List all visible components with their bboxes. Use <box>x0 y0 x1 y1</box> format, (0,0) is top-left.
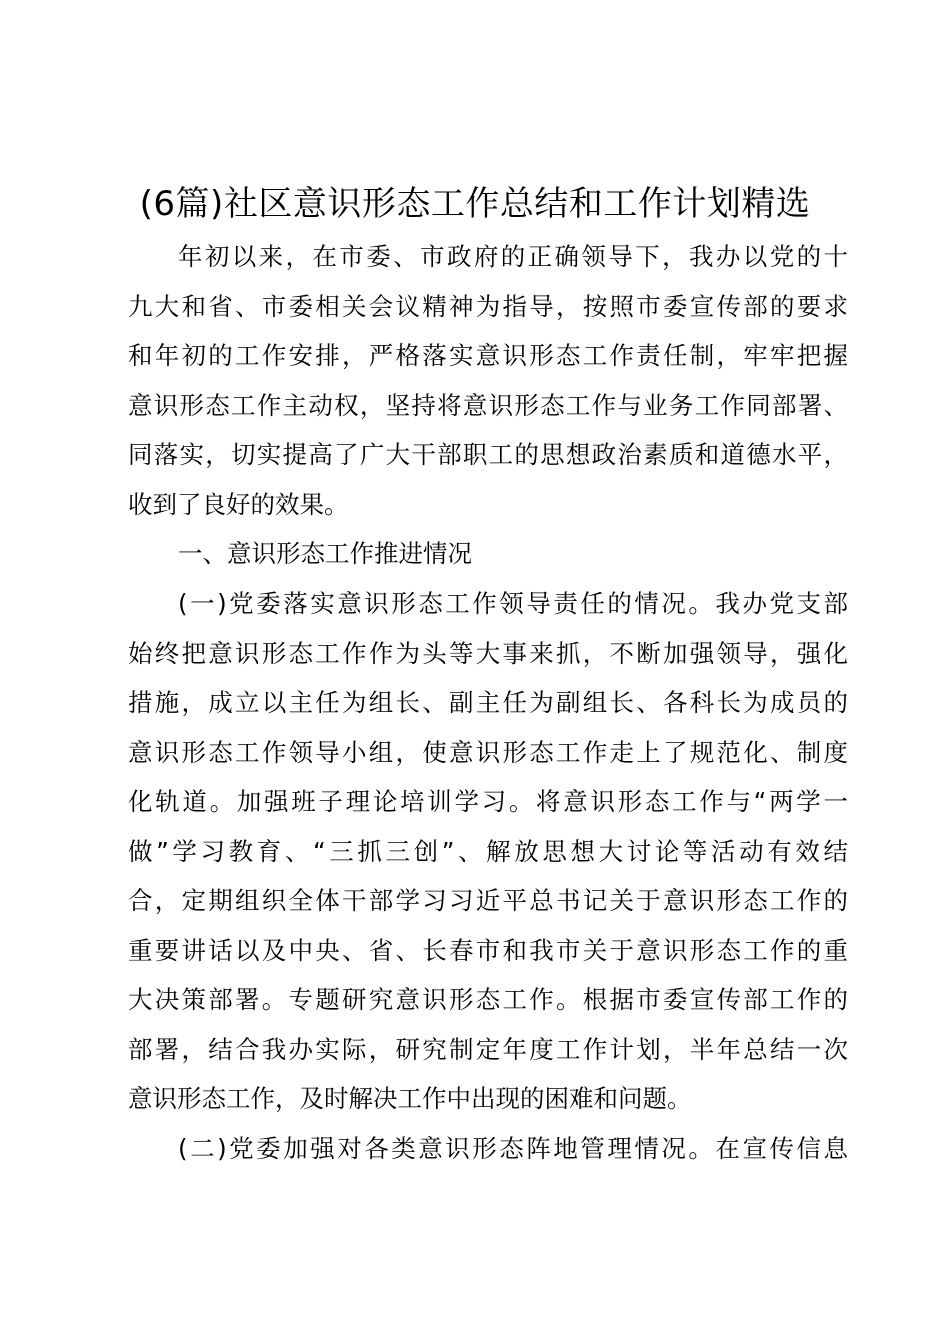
text-line: 意识形态工作，及时解决工作中出现的困难和问题。 <box>128 1084 692 1113</box>
section-heading-text: 一、意识形态工作推进情况 <box>178 539 472 568</box>
text-line: (二)党委加强对各类意识形态阵地管理情况。在宣传信息 <box>178 1134 848 1163</box>
section-heading <box>128 529 848 579</box>
text-line: 意识形态工作主动权，坚持将意识形态工作与业务工作同部署、 <box>128 390 848 420</box>
paragraph-section-1-1 <box>128 579 848 1124</box>
text-line: 始终把意识形态工作作为头等大事来抓，不断加强领导，强化 <box>128 638 848 668</box>
text-line: 年初以来，在市委、市政府的正确领导下，我办以党的十 <box>178 242 848 271</box>
text-line: (一)党委落实意识形态工作领导责任的情况。我办党支部 <box>178 589 848 618</box>
text-line: 同落实，切实提高了广大干部职工的思想政治素质和道德水平， <box>128 440 848 469</box>
paragraph-intro <box>128 232 848 529</box>
text-line: 措施，成立以主任为组长、副主任为副组长、各科长为成员的 <box>128 688 848 717</box>
text-line: 重要讲话以及中央、省、长春市和我市关于意识形态工作的重 <box>128 935 848 965</box>
text-line: 部署，结合我办实际，研究制定年度工作计划，半年总结一次 <box>128 1034 848 1064</box>
text-line: 大决策部署。专题研究意识形态工作。根据市委宣传部工作的 <box>128 985 848 1014</box>
text-line: 九大和省、市委相关会议精神为指导，按照市委宣传部的要求 <box>128 291 848 321</box>
text-line: 化轨道。加强班子理论培训学习。将意识形态工作与“两学一 <box>128 787 848 816</box>
text-line: 和年初的工作安排，严格落实意识形态工作责任制，牢牢把握 <box>128 341 848 370</box>
text-line: 合，定期组织全体干部学习习近平总书记关于意识形态工作的 <box>128 886 848 915</box>
text-line: 收到了良好的效果。 <box>128 489 349 519</box>
document-title: (6篇)社区意识形态工作总结和工作计划精选 <box>139 184 811 224</box>
text-line: 做”学习教育、“三抓三创”、解放思想大讨论等活动有效结 <box>128 836 848 866</box>
text-line: 意识形态工作领导小组，使意识形态工作走上了规范化、制度 <box>128 737 848 767</box>
paragraph-section-1-2 <box>128 1124 848 1174</box>
